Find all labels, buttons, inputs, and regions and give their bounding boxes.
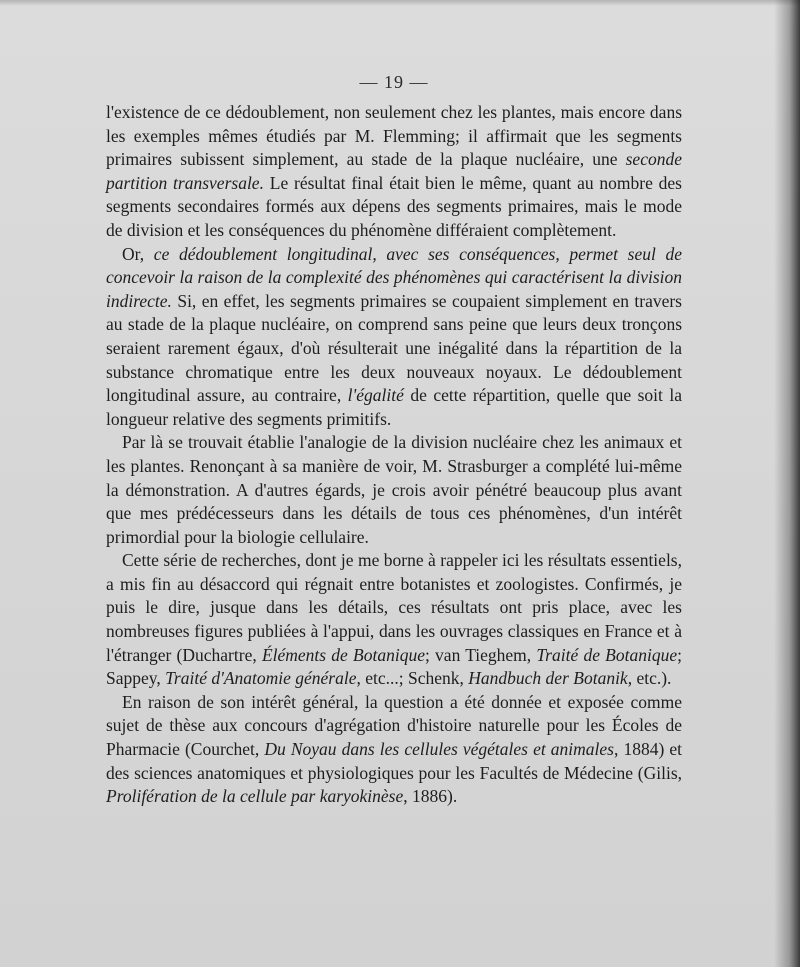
- paragraph-2: [106, 243, 682, 432]
- text-run: Or,: [122, 243, 154, 264]
- text-run: Cette série de recherches, dont je me borne à rappeler ici les résultats essentiels, a mis fin au désaccord qui régnait entre botanistes et zoologistes. Confirmés, je puis le dire, jusque dans les détails, ces résultats ont pris place, avec les nombreuses figures publiées à l'appui, dans les ouvrages classiques en France et à l'étranger (Duchartre,: [106, 550, 682, 665]
- italic-run: Traité d'Anatomie générale: [165, 668, 357, 689]
- text-run: Si, en effet, les segments primaires se coupaient simplement en travers au stade de la plaque nucléaire, on comprend sans peine que leurs deux tronçons seraient rarement égaux, d'où résulterait une inégalité dans la répartition de la substance chromatique entre les deux nouveaux noyaux. Le dédoublement longitudinal assure, au contraire,: [106, 290, 682, 406]
- text-run: de cette répartition, quelle que soit la longueur relative des segments primitifs.: [106, 385, 682, 429]
- text-run: , 1886).: [403, 786, 458, 807]
- text-run: , etc.).: [627, 668, 672, 689]
- text-run: , etc...; Schenk,: [356, 668, 469, 689]
- italic-run: l'égalité: [347, 385, 404, 406]
- text-run: l'existence de ce dédoublement, non seulement chez les plantes, mais encore dans les exemples mêmes étudiés par M. Flemming; il affirmait que les segments primaires subissent simplement, au stade de la plaque nucléaire, une: [106, 102, 682, 170]
- italic-run: ce dédoublement longitudinal, avec ses conséquences, permet seul de concevoir la raison de la complexité des phénomènes qui caractérisent la division indirecte.: [106, 243, 682, 311]
- text-run: ; van Tieghem,: [424, 644, 537, 665]
- body-text: [106, 101, 682, 809]
- text-run: Par là se trouvait établie l'analogie de la division nucléaire chez les animaux et les plantes. Renonçant à sa manière de voir, M. Strasburger a complété lui-même la démonstration. A d'autres égards, je crois avoir pénétré beaucoup plus avant que mes prédécesseurs dans les détails de tous ces phénomènes, d'un intérêt primordial pour la biologie cellulaire.: [106, 432, 682, 547]
- italic-run: Handbuch der Botanik: [468, 668, 628, 689]
- italic-run: Éléments de Botanique: [261, 644, 425, 665]
- text-run: Le résultat final était bien le même, quant au nombre des segments secondaires formés aux dépens des segments primaires, mais le mode de division et les conséquences du phénomène différaient complètement.: [106, 172, 682, 240]
- text-run: , 1884) et des sciences anatomiques et physiologiques pour les Facultés de Médecine (Gilis,: [106, 739, 682, 783]
- italic-run: Du Noyau dans les cellules végétales et animales: [264, 739, 614, 760]
- italic-run: Prolifération de la cellule par karyokinèse: [106, 786, 404, 807]
- paragraph-3: [106, 431, 682, 549]
- text-run: En raison de son intérêt général, la question a été donnée et exposée comme sujet de thèse aux concours d'agrégation d'histoire naturelle pour les Écoles de Pharmacie (Courchet,: [106, 691, 682, 760]
- italic-run: seconde partition transversale.: [106, 149, 682, 193]
- paragraph-4: [106, 549, 682, 691]
- italic-run: Traité de Botanique: [536, 644, 678, 665]
- paragraph-5: [106, 691, 682, 809]
- text-run: ; Sappey,: [106, 644, 682, 689]
- page-number: — 19 —: [359, 72, 429, 92]
- page-top-edge: [0, 0, 800, 6]
- page-binding-shadow: [774, 0, 800, 967]
- paragraph-1: [106, 101, 682, 243]
